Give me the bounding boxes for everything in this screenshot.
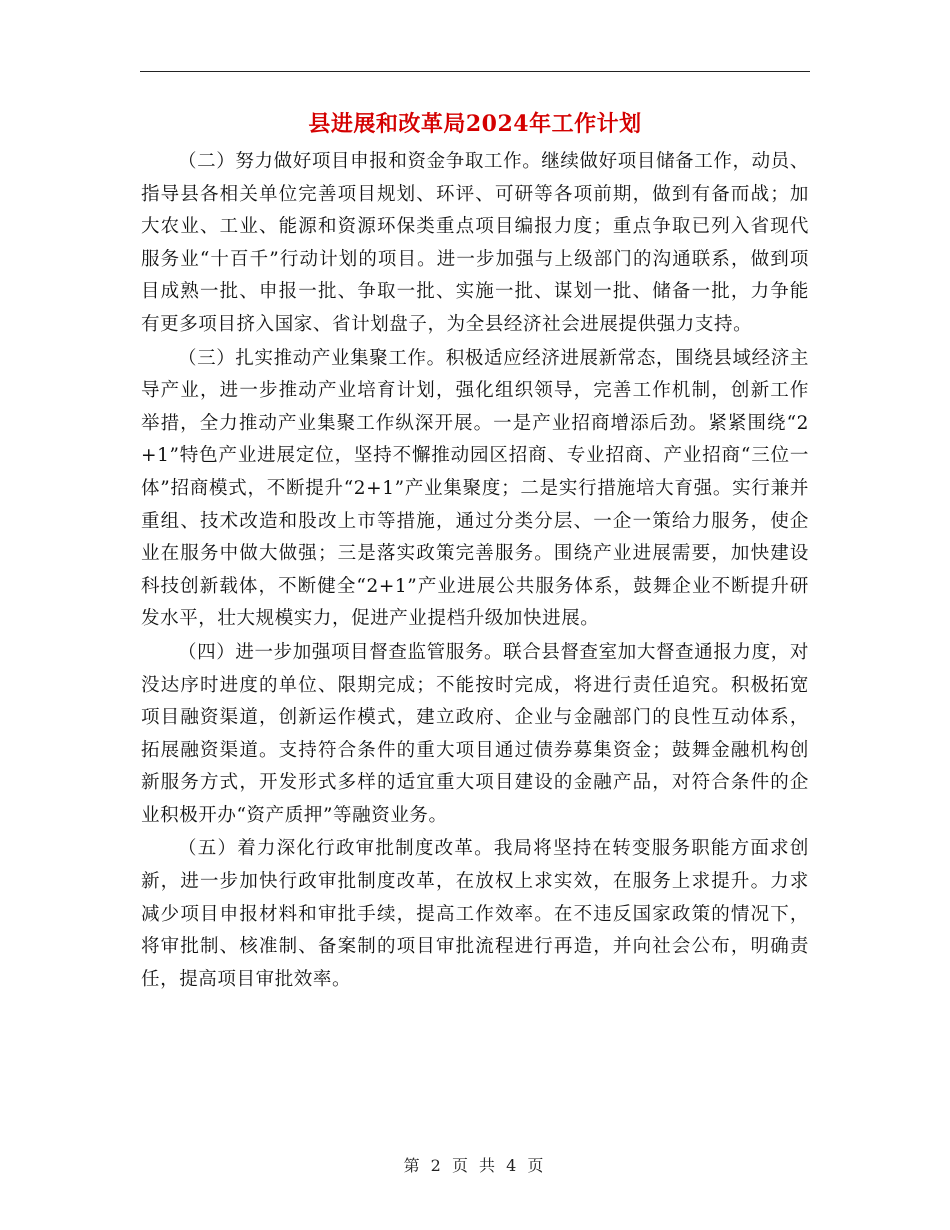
document-title: 县进展和改革局2024年工作计划 — [308, 111, 642, 137]
paragraph-5: （五）着力深化行政审批制度改革。我局将坚持在转变服务职能方面求创新，进一步加快行政审批制度改革，在放权上求实效，在服务上求提升。力求减少项目申报材料和审批手续，提高工作效率。在不违反国家政策的情况下，将审批制、核准制、备案制的项目审批流程进行再造，并向社会公布，明确责任，提高项目审批效率。 — [141, 838, 809, 990]
paragraph-2: （二）努力做好项目申报和资金争取工作。继续做好项目储备工作，动员、指导县各相关单位完善项目规划、环评、可研等各项前期，做到有备而战；加大农业、工业、能源和资源环保类重点项目编报力度；重点争取已列入省现代服务业“十百千”行动计划的项目。进一步加强与上级部门的沟通联系，做到项目成熟一批、申报一批、争取一批、实施一批、谋划一批、储备一批，力争能有更多项目挤入国家、省计划盘子，为全县经济社会进展提供强力支持。 — [141, 151, 809, 335]
document-body — [141, 146, 809, 997]
header-rule — [140, 71, 810, 72]
paragraph-4: （四）进一步加强项目督查监管服务。联合县督查室加大督查通报力度，对没达序时进度的单位、限期完成；不能按时完成，将进行责任追究。积极拓宽项目融资渠道，创新运作模式，建立政府、企业与金融部门的良性互动体系，拓展融资渠道。支持符合条件的重大项目通过债券募集资金；鼓舞金融机构创新服务方式，开发形式多样的适宜重大项目建设的金融产品，对符合条件的企业积极开办“资产质押”等融资业务。 — [141, 641, 809, 826]
page-number-footer: 第 2 页 共 4 页 — [403, 1156, 547, 1175]
paragraph-3: （三）扎实推动产业集聚工作。积极适应经济进展新常态，围绕县域经济主导产业，进一步推动产业培育计划，强化组织领导，完善工作机制，创新工作举措，全力推动产业集聚工作纵深开展。一是产业招商增添后劲。紧紧围绕“2+1”特色产业进展定位，坚持不懈推动园区招商、专业招商、产业招商“三位一体”招商模式，不断提升“2+1”产业集聚度；二是实行措施培大育强。实行兼并重组、技术改造和股改上市等措施，通过分类分层、一企一策给力服务，使企业在服务中做大做强；三是落实政策完善服务。围绕产业进展需要，加快建设科技创新载体，不断健全“2+1”产业进展公共服务体系，鼓舞企业不断提升研发水平，壮大规模实力，促进产业提档升级加快进展。 — [141, 347, 809, 630]
